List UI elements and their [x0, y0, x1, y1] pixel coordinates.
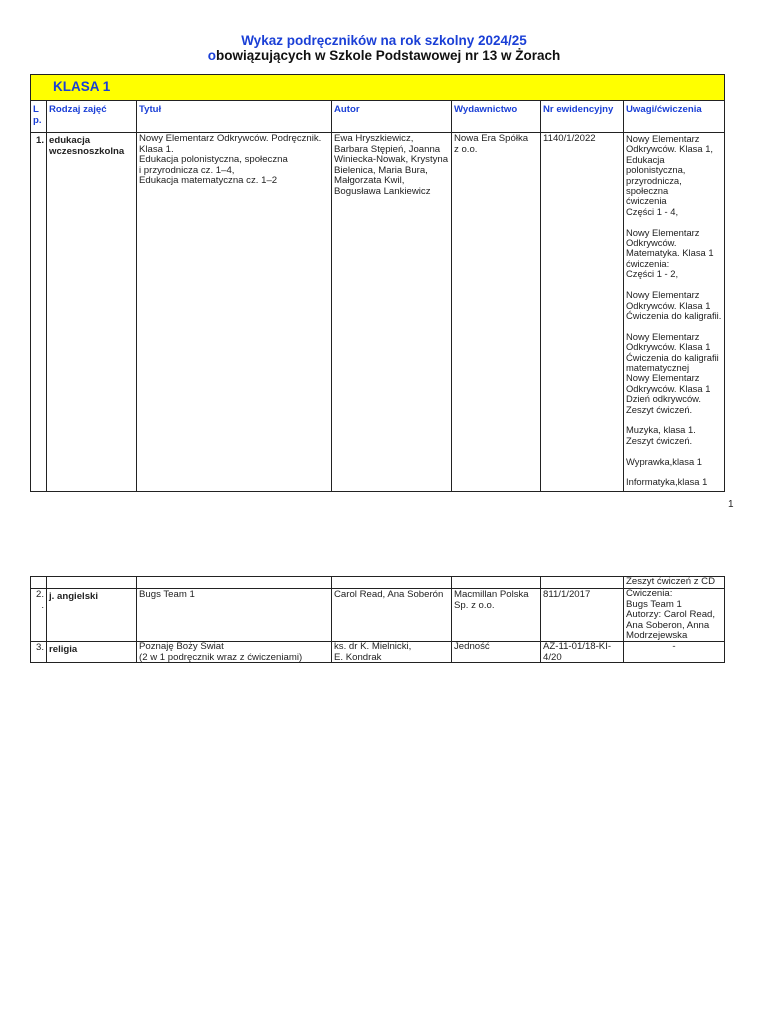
row1-number: 1140/1/2022 [540, 132, 624, 492]
row3-title: Poznaję Boży Świat (2 w 1 podręcznik wraz z ćwiczeniami) [136, 641, 332, 663]
row2-publisher: Macmillan Polska Sp. z o.o. [451, 588, 541, 642]
header-subject: Rodzaj zajęć [46, 100, 137, 133]
row1-author: Ewa Hryszkiewicz, Barbara Stępień, Joanna Winiecka-Nowak, Krystyna Bielenica, Maria Bura, Małgorzata Kwil, Bogusława Lankiewicz [331, 132, 452, 492]
row1-publisher: Nowa Era Spółka z o.o. [451, 132, 541, 492]
header-number: Nr ewidencyjny [540, 100, 624, 133]
cont-notes: Zeszyt ćwiczeń z CD [623, 576, 725, 589]
row1-title: Nowy Elementarz Odkrywców. Podręcznik. Klasa 1. Edukacja polonistyczna, społeczna i przyrodnicza cz. 1–4, Edukacja matematyczna cz. 1–2 [136, 132, 332, 492]
page-number: 1 [728, 499, 734, 510]
row1-lp: 1. [30, 132, 47, 492]
row2-number: 811/1/2017 [540, 588, 624, 642]
header-author: Autor [331, 100, 452, 133]
row1-notes: Nowy Elementarz Odkrywców. Klasa 1, Edukacja polonistyczna, przyrodnicza, społeczna ćwiczenia Części 1 - 4, Nowy Elementarz Odkrywców. Matematyka. Klasa 1 ćwiczenia: Części 1 - 2, Nowy Elementarz Odkrywców. Klasa 1 Ćwiczenia do kaligrafii. Nowy Elementarz Odkrywców. Klasa 1 Ćwiczenia do kaligrafii matematycznej Nowy Elementarz Odkrywców. Klasa 1 Dzień odkrywców. Zeszyt ćwiczeń. Muzyka, klasa 1. Zeszyt ćwiczeń. Wyprawka,klasa 1 Informatyka,klasa 1 [623, 132, 725, 492]
row3-subject: religia [46, 641, 137, 663]
row2-lp: 2. . [30, 588, 47, 642]
subtitle-rest: bowiązujących w Szkole Podstawowej nr 13 w Żorach [215, 48, 561, 63]
row2-subject: j. angielski [46, 588, 137, 642]
row2-title: Bugs Team 1 [136, 588, 332, 642]
document-subtitle [0, 48, 768, 63]
row3-lp: 3. [30, 641, 47, 663]
row3-number: AZ-11-01/18-KI- 4/20 [540, 641, 624, 663]
row3-publisher: Jedność [451, 641, 541, 663]
row2-author: Carol Read, Ana Soberón [331, 588, 452, 642]
header-lp: L p. [30, 100, 47, 133]
row3-notes: - [623, 641, 725, 663]
header-publisher: Wydawnictwo [451, 100, 541, 133]
row1-subject: edukacja wczesnoszkolna [46, 132, 137, 492]
document-title: Wykaz podręczników na rok szkolny 2024/25 [241, 33, 527, 48]
header-title: Tytuł [136, 100, 332, 133]
subtitle-first-letter: o [207, 48, 216, 63]
row2-notes: Ćwiczenia: Bugs Team 1 Autorzy: Carol Read, Ana Soberon, Anna Modrzejewska [623, 588, 725, 642]
row3-author: ks. dr K. Mielnicki, E. Kondrak [331, 641, 452, 663]
class-header: KLASA 1 [30, 74, 725, 101]
header-notes: Uwagi/ćwiczenia [623, 100, 725, 133]
